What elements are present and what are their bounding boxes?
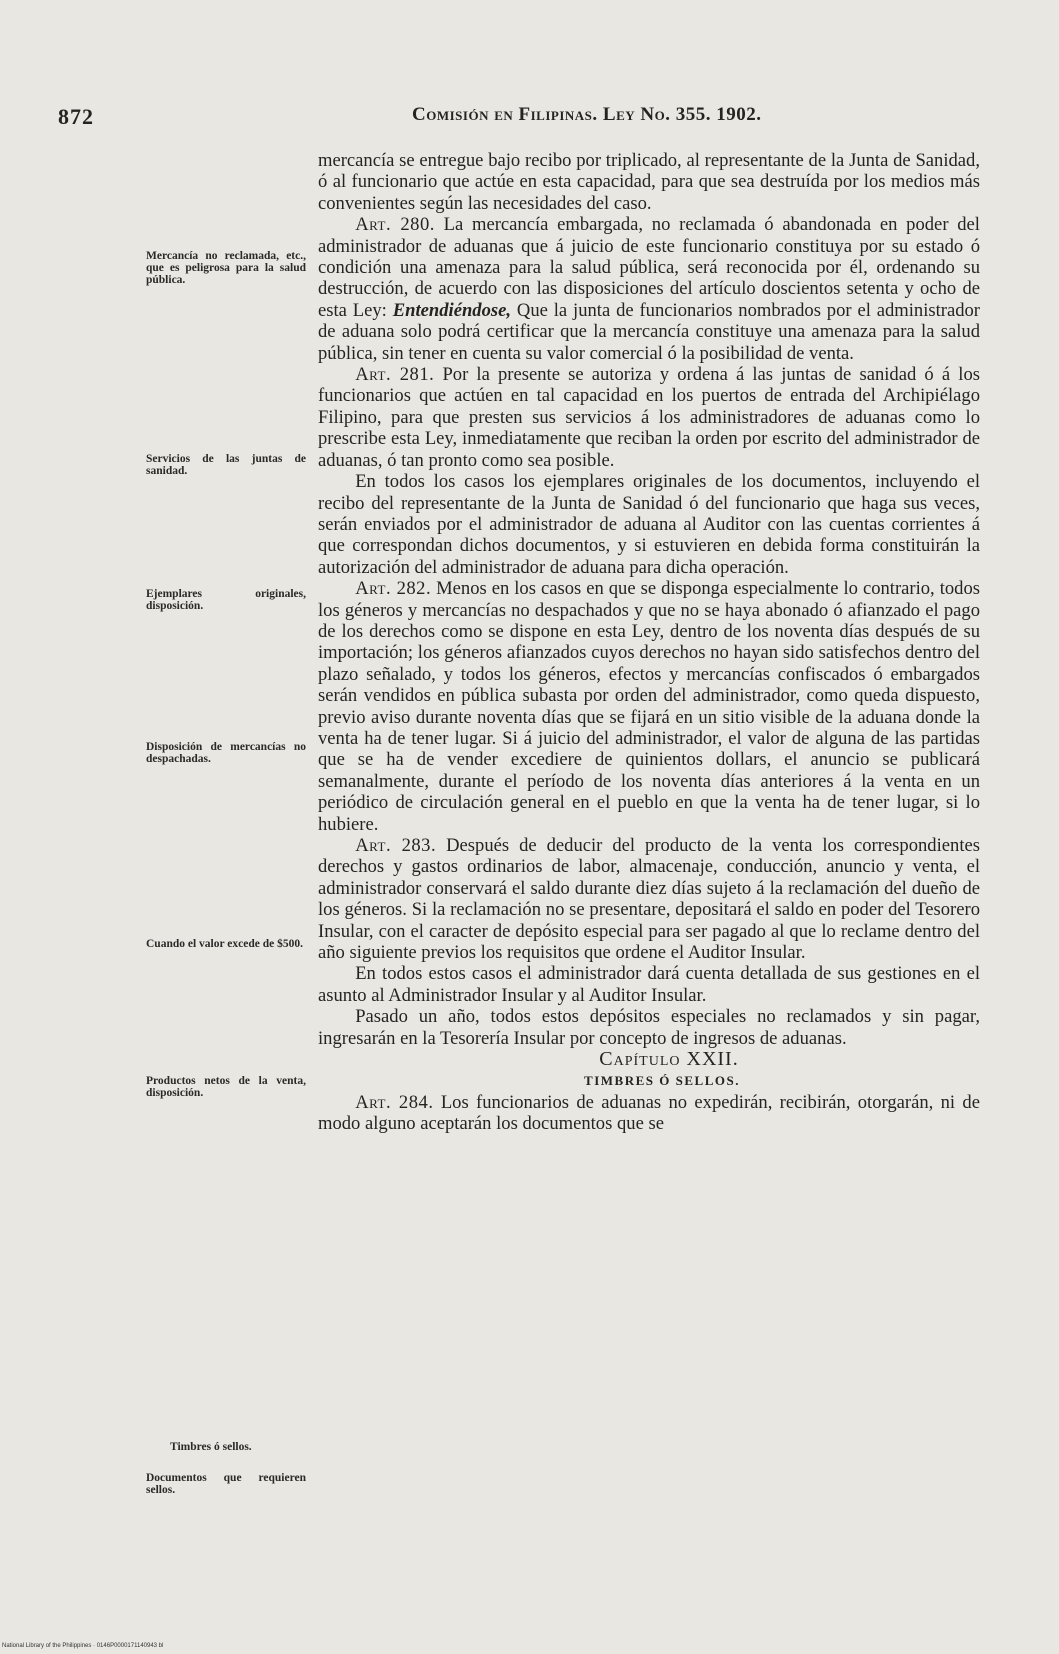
article-283: [318, 835, 980, 963]
main-text: [318, 150, 980, 1135]
article-280-text-b: Que la junta de funcionarios nombrados por el administrador de aduana solo podrá certificar que la mercancía constituye una amenaza para la salud pública, sin tener en cuenta su valor comercial ó la posibilidad de venta.: [318, 299, 981, 364]
article-282: [318, 578, 980, 835]
paragraph-cuenta: En todos estos casos el administrador dará cuenta detallada de sus gestiones en el asunto al Administrador Insular y al Auditor Insular.: [318, 963, 980, 1006]
margin-note-servicios: Servicios de las juntas de sanidad.: [146, 453, 306, 477]
footer-credit: National Library of the Philippines · 0146P0000171140943 bl: [2, 1643, 164, 1649]
margin-note-productos: Productos netos de la venta, disposición.: [146, 1075, 306, 1099]
article-284: [318, 1092, 980, 1135]
paragraph-pasado: Pasado un año, todos estos depósitos especiales no reclamados y sin pagar, ingresarán en la Tesorería Insular por concepto de ingresos de aduanas.: [318, 1006, 980, 1049]
article-281-label: Art. 281.: [355, 364, 435, 386]
paragraph-ejemplares: En todos los casos los ejemplares originales de los documentos, incluyendo el recibo del representante de la Junta de Sanidad ó del funcionario que haga sus veces, serán enviados por el administrador de aduana al Auditor con las cuentas corrientes á que correspondan dichos documentos, y si estuvieren en debida forma constituirán la autorización del administrador de aduana para dicha operación.: [318, 471, 980, 578]
article-284-text: Los funcionarios de aduanas no expedirán, recibirán, otorgarán, ni de modo alguno aceptarán los documentos que se: [318, 1091, 980, 1135]
running-head: Comisión en Filipinas. Ley No. 355. 1902.: [412, 104, 762, 125]
margin-note-valor: Cuando el valor excede de $500.: [146, 938, 303, 950]
margin-note-documentos: Documentos que requieren sellos.: [146, 1472, 306, 1496]
article-280-proviso: Entendiéndose,: [392, 299, 512, 321]
paragraph-continuation: mercancía se entregue bajo recibo por triplicado, al representante de la Junta de Sanidad, ó al funcionario que actúe en esta capacidad, para que sea destruída por los medios más convenientes según las necesidades del caso.: [318, 150, 980, 214]
article-280: [318, 214, 980, 364]
article-283-label: Art. 283.: [355, 835, 437, 856]
margin-note-mercancia: Mercancía no reclamada, etc., que es peligrosa para la salud pública.: [146, 250, 306, 286]
article-282-label: Art. 282.: [355, 578, 432, 600]
article-284-label: Art. 284.: [355, 1091, 434, 1113]
article-281-text: Por la presente se autoriza y ordena á las juntas de sanidad ó á los funcionarios que actúen en tal capacidad en los puertos de entrada del Archipiélago Filipino, para que presten sus servicios á los administradores de aduanas como lo prescribe esta Ley, inmediatamente que reciban la orden por escrito del administrador de aduanas, ó tan pronto como sea posible.: [318, 364, 980, 471]
article-283-text: Después de deducir del producto de la venta los correspondientes derechos y gastos ordinarios de labor, almacenaje, conducción, anuncio y venta, el administrador conservará el saldo durante diez días sujeto á la reclamación del dueño de los géneros. Si la reclamación no se presentare, depositará el saldo en poder del Tesorero Insular, con el caracter de depósito especial para ser pagado al que lo reclame dentro del año siguiente previos los requisitos que ordene el Auditor Insular.: [318, 835, 980, 964]
article-280-label: Art. 280.: [355, 214, 435, 236]
margin-note-ejemplares: Ejemplares originales, disposición.: [146, 588, 306, 612]
article-282-text: Menos en los casos en que se disponga especialmente lo contrario, todos los géneros y mercancías no despachados y que no se haya abonado ó afianzado el pago de los derechos como se dispone en esta Ley, dentro de los noventa días después de su importación; los géneros afianzados cuyos derechos no hayan sido satisfechos dentro del plazo señalado, y todos los géneros, efectos y mercancías confiscados ó embargados serán vendidos en pública subasta por orden del administrador, como queda dispuesto, previo aviso durante noventa días que se fijará en un sitio visible de la aduana donde la venta ha de tener lugar. Si á juicio del administrador, el valor de alguna de las partidas que se ha de vender excediere de quinientos dollars, el anuncio se publicará semanalmente, durante el período de los noventa días anteriores á la venta en un periódico de circulación general en el pueblo en que la venta ha de tener lugar, si lo hubiere.: [318, 578, 980, 835]
article-280-text-a: La mercancía embargada, no reclamada ó abandonada en poder del administrador de aduanas que á juicio de este funcionario constituya por su estado ó condición una amenaza para la salud pública, será reconocida por él, ordenando su destrucción, de acuerdo con las disposiciones del artículo doscientos setenta y ocho de esta Ley:: [318, 214, 980, 321]
article-281: [318, 364, 980, 471]
chapter-subtitle: TIMBRES Ó SELLOS.: [584, 1073, 740, 1089]
margin-note-timbres: Timbres ó sellos.: [170, 1441, 252, 1453]
page-number: 872: [58, 104, 94, 129]
chapter-title: Capítulo XXII.: [599, 1048, 739, 1071]
margin-note-disposicion: Disposición de mercancías no despachadas.: [146, 741, 306, 765]
